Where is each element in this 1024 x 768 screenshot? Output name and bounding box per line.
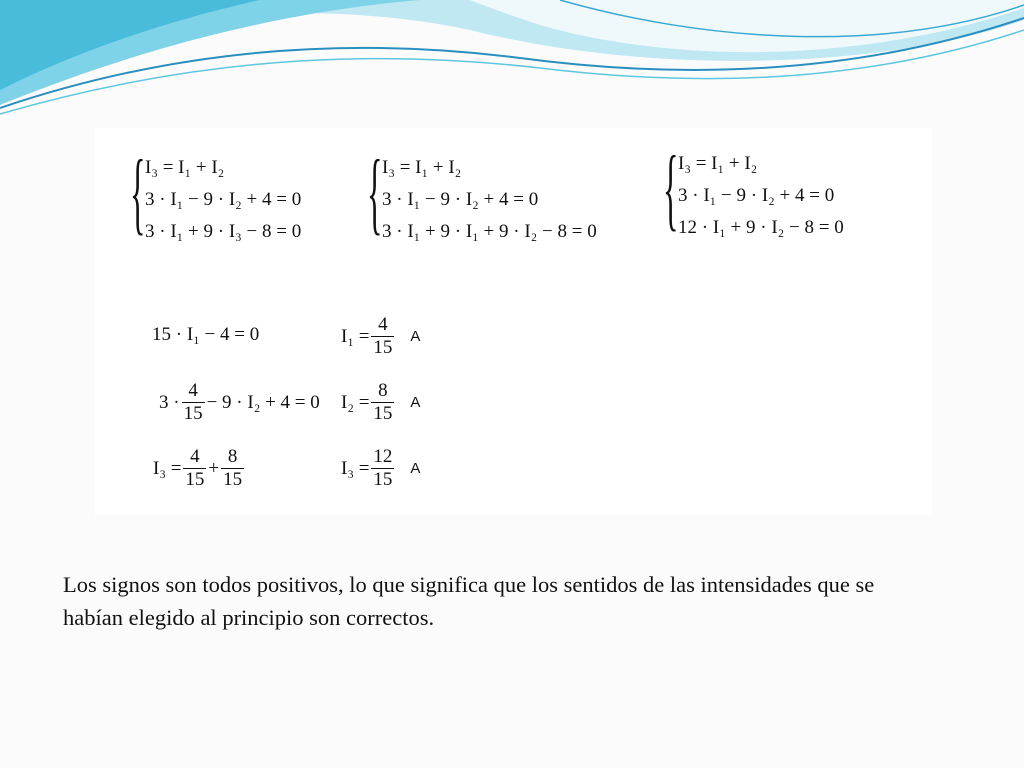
- unit-label: A: [410, 394, 421, 411]
- denominator: 15: [373, 403, 393, 424]
- denominator: 15: [223, 469, 243, 490]
- result-i3: [341, 446, 420, 491]
- fraction: [371, 314, 394, 359]
- numerator: 12: [373, 446, 393, 467]
- left-brace: {: [663, 137, 679, 239]
- denominator: 15: [373, 337, 393, 358]
- equation-text: I₃ =: [341, 457, 370, 479]
- solution-equation-1: [152, 324, 259, 346]
- numerator: 4: [188, 380, 198, 401]
- system-equation: I₃ = I₁ + I₂: [145, 157, 225, 178]
- system-equation: 3 · I₁ + 9 · I₃ − 8 = 0: [145, 221, 302, 242]
- solution-equation-3: [153, 446, 246, 491]
- system-equation: 3 · I₁ + 9 · I₁ + 9 · I₂ − 8 = 0: [382, 221, 597, 242]
- numerator: 4: [190, 446, 200, 467]
- conclusion-text: Los signos son todos positivos, lo que significa que los sentidos de las intensidades que se habían elegido al principio son correctos.: [63, 571, 875, 630]
- fraction: [221, 446, 244, 491]
- equation-text: − 9 · I₂ + 4 = 0: [206, 391, 320, 413]
- result-i2: [341, 380, 420, 425]
- denominator: 15: [373, 469, 393, 490]
- system-equation: 3 · I₁ − 9 · I₂ + 4 = 0: [678, 185, 835, 206]
- equation-text: 15 · I₁ − 4 = 0: [152, 324, 260, 345]
- system-equation: 12 · I₁ + 9 · I₂ − 8 = 0: [678, 217, 844, 238]
- denominator: 15: [185, 469, 205, 490]
- equation-text: I₂ =: [341, 391, 370, 413]
- denominator: 15: [183, 403, 203, 424]
- unit-label: A: [410, 328, 421, 345]
- system-equation: I₃ = I₁ + I₂: [382, 157, 462, 178]
- numerator: 4: [378, 314, 388, 335]
- numerator: 8: [227, 446, 238, 467]
- solution-equation-2: [159, 380, 320, 425]
- operator: +: [208, 457, 220, 479]
- fraction: [371, 446, 394, 491]
- system-equation: 3 · I₁ − 9 · I₂ + 4 = 0: [382, 189, 539, 210]
- result-i1: [341, 314, 420, 359]
- fraction: [183, 446, 206, 491]
- left-brace: {: [367, 141, 383, 243]
- unit-label: A: [410, 460, 421, 477]
- equation-text: 3 ·: [159, 391, 180, 413]
- header-wave-decoration: [0, 0, 1024, 125]
- equations-panel: [95, 128, 932, 515]
- equation-text: I₃ =: [153, 457, 182, 479]
- fraction: [182, 380, 205, 425]
- system-equation: 3 · I₁ − 9 · I₂ + 4 = 0: [145, 189, 302, 210]
- numerator: 8: [378, 380, 388, 401]
- fraction: [371, 380, 394, 425]
- equation-text: I₁ =: [341, 325, 370, 347]
- left-brace: {: [130, 141, 146, 243]
- system-equation: I₃ = I₁ + I₂: [678, 153, 758, 174]
